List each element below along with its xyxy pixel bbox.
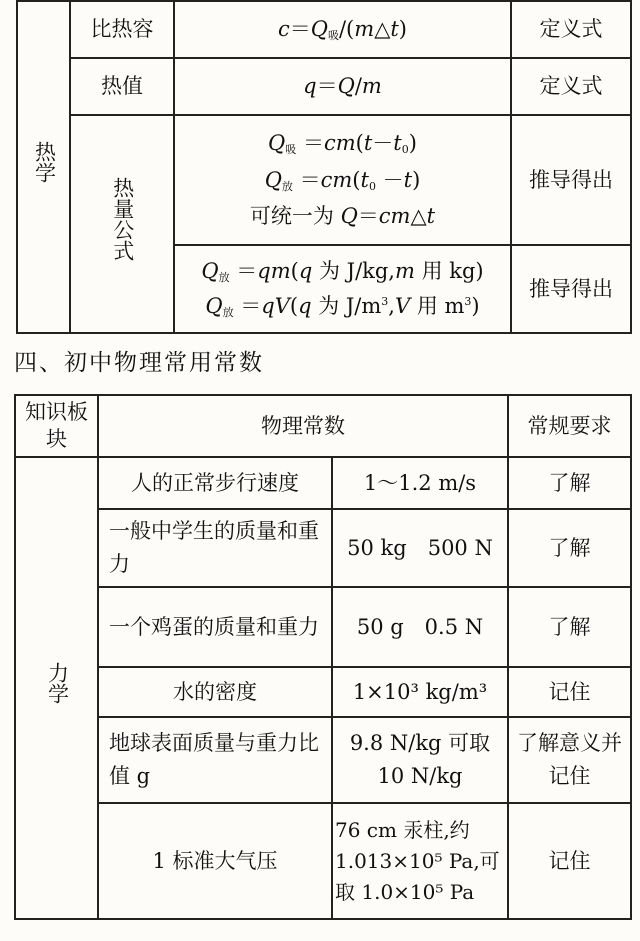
formula-cell: q＝Q/m — [174, 58, 511, 115]
heat-formula-table — [16, 0, 632, 334]
requirement: 了解意义并记住 — [508, 717, 631, 803]
note-cell: 推导得出 — [511, 245, 631, 333]
formula-cell: $Q_放 =qm(q$ 为 J/kg,m 用 kg) $Q_放 =qV(q$ 为 $J/m^3,V$ 用 $m^3$) — [174, 245, 511, 333]
section-cell — [15, 457, 98, 919]
physics-constants-table — [14, 394, 632, 920]
note-cell: 推导得出 — [511, 115, 631, 245]
requirement: 了解 — [508, 457, 631, 509]
header-cell: 物理常数 — [98, 395, 508, 457]
section-label: 力学 — [45, 662, 70, 705]
header-cell: 常规要求 — [508, 395, 631, 457]
formula-cell: $c=Q_吸/(m\triangle t)$ — [174, 1, 511, 58]
constant-name: 地球表面质量与重力比值 g — [98, 717, 332, 803]
constant-name: 一般中学生的质量和重力 — [98, 509, 332, 587]
section-heading: 四、初中物理常用常数 — [14, 350, 264, 376]
section-label: 热学 — [32, 141, 57, 184]
section-cell — [17, 1, 70, 333]
formula-cell: $Q_吸 =cm(t-t_0)$ $Q_放 =cm(t_0 -t)$ 可统一为 Q＝cm△t — [174, 115, 511, 245]
constant-value: 1×10³ kg/m³ — [332, 667, 508, 717]
quantity-name: 热值 — [70, 58, 174, 115]
header-cell: 知识板块 — [15, 395, 98, 457]
constant-value: 76 cm 汞柱,约 1.013×10⁵ Pa,可取 1.0×10⁵ Pa — [332, 803, 508, 919]
note-cell: 定义式 — [511, 58, 631, 115]
requirement: 记住 — [508, 803, 631, 919]
quantity-name: 比热容 — [70, 1, 174, 58]
constant-value: 50 kg 500 N — [332, 509, 508, 587]
constant-name: 水的密度 — [98, 667, 332, 717]
requirement: 了解 — [508, 509, 631, 587]
constant-value: 50 g 0.5 N — [332, 587, 508, 667]
constant-value: 1～1.2 m/s — [332, 457, 508, 509]
requirement: 了解 — [508, 587, 631, 667]
constant-name: 人的正常步行速度 — [98, 457, 332, 509]
constant-name: 1 标准大气压 — [98, 803, 332, 919]
note-cell: 定义式 — [511, 1, 631, 58]
quantity-name: 热量公式 — [70, 115, 174, 333]
constant-value: 9.8 N/kg 可取 10 N/kg — [332, 717, 508, 803]
requirement: 记住 — [508, 667, 631, 717]
constant-name: 一个鸡蛋的质量和重力 — [98, 587, 332, 667]
